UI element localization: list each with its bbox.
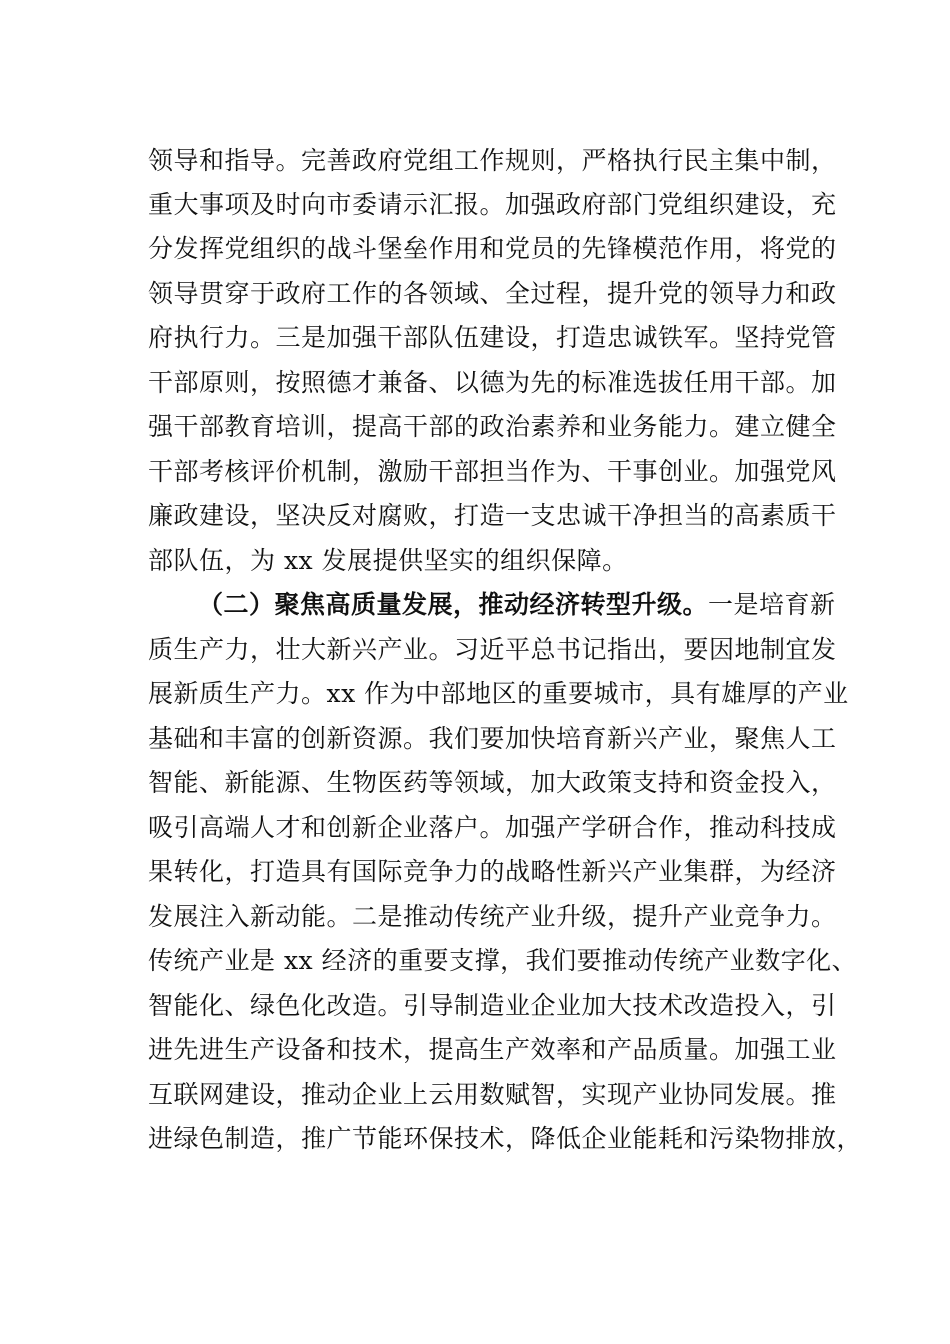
text-line: 质生产力，壮大新兴产业。习近平总书记指出，要因地制宜发 xyxy=(148,635,837,664)
text-line: 进先进生产设备和技术，提高生产效率和产品质量。加强工业 xyxy=(148,1035,837,1064)
text-line: 传统产业是 xx 经济的重要支撑，我们要推动传统产业数字化、 xyxy=(148,946,858,975)
text-line: 进绿色制造，推广节能环保技术，降低企业能耗和污染物排放， xyxy=(148,1124,863,1153)
text-line: 领导和指导。完善政府党组工作规则，严格执行民主集中制， xyxy=(148,146,837,175)
text-line: 廉政建设，坚决反对腐败，打造一支忠诚干净担当的高素质干 xyxy=(148,501,837,530)
text-line: 府执行力。三是加强干部队伍建设，打造忠诚铁军。坚持党管 xyxy=(148,323,837,352)
text-line: 干部考核评价机制，激励干部担当作为、干事创业。加强党风 xyxy=(148,457,837,486)
text-line: 智能化、绿色化改造。引导制造业企业加大技术改造投入，引 xyxy=(148,991,837,1020)
text-line: 智能、新能源、生物医药等领域，加大政策支持和资金投入， xyxy=(148,768,837,797)
text-line: 发展注入新动能。二是推动传统产业升级，提升产业竞争力。 xyxy=(148,902,837,931)
text-line: 展新质生产力。xx 作为中部地区的重要城市，具有雄厚的产业 xyxy=(148,679,849,708)
text-line: 部队伍，为 xx 发展提供坚实的组织保障。 xyxy=(148,546,628,575)
text-line: 互联网建设，推动企业上云用数赋智，实现产业协同发展。推 xyxy=(148,1080,837,1109)
text-line: 基础和丰富的创新资源。我们要加快培育新兴产业，聚焦人工 xyxy=(148,724,837,753)
section-heading: （二）聚焦高质量发展，推动经济转型升级。 xyxy=(198,590,709,619)
text-line: 重大事项及时向市委请示汇报。加强政府部门党组织建设，充 xyxy=(148,190,837,219)
text-line: 分发挥党组织的战斗堡垒作用和党员的先锋模范作用，将党的 xyxy=(148,234,837,263)
text-line: 吸引高端人才和创新企业落户。加强产学研合作，推动科技成 xyxy=(148,813,837,842)
text-line: 领导贯穿于政府工作的各领域、全过程，提升党的领导力和政 xyxy=(148,279,837,308)
section-heading-tail: 一是培育新 xyxy=(708,590,836,619)
text-line: 干部原则，按照德才兼备、以德为先的标准选拔任用干部。加 xyxy=(148,368,837,397)
section-heading-line xyxy=(198,585,836,625)
text-line: 果转化，打造具有国际竞争力的战略性新兴产业集群，为经济 xyxy=(148,857,837,886)
text-line: 强干部教育培训，提高干部的政治素养和业务能力。建立健全 xyxy=(148,412,837,441)
